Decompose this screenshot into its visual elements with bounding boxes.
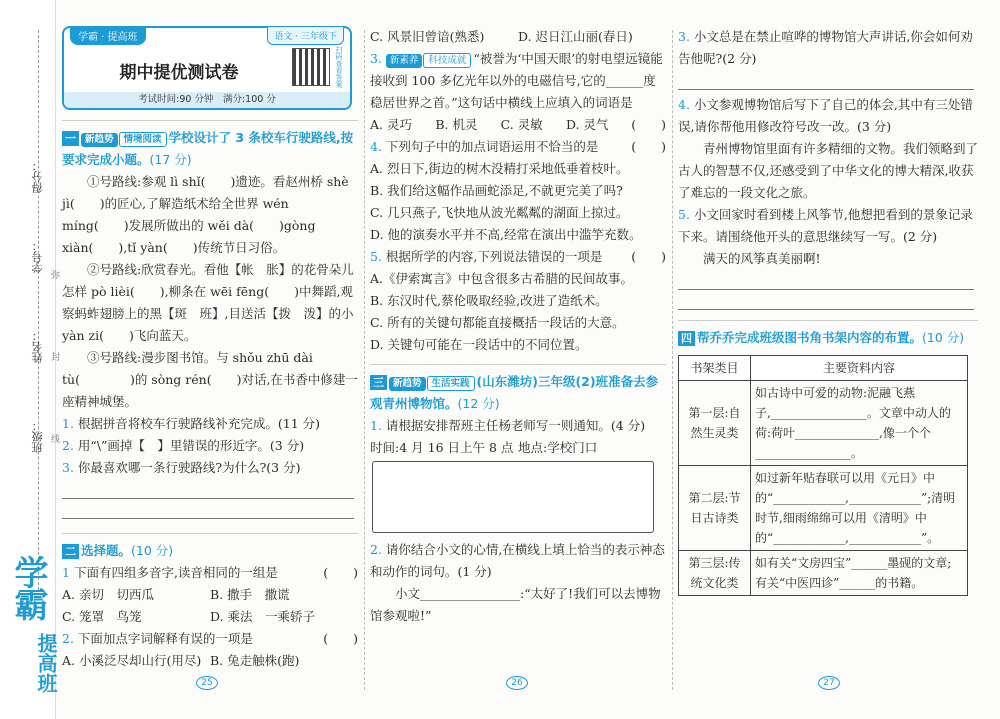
qr-label: 扫码查看答案 [335, 46, 343, 88]
table-cell-category: 第一层:自然生灵类 [679, 381, 751, 466]
option[interactable]: B. 兔走触株(跑) [210, 653, 300, 668]
option[interactable]: D. 乘法 一乘轿子 [210, 609, 316, 624]
page-title: 期中提优测试卷 [119, 63, 239, 83]
brand-logo: 学霸 提高班 [8, 555, 58, 693]
question-2-5: 5. 根据所学的内容,下列说法错误的一项是 ( ) [370, 249, 666, 264]
seal-mark: 弥 [49, 270, 59, 279]
option[interactable]: D. 他的演奏水平并不高,经常在演出中滥竽充数。 [370, 227, 642, 242]
option[interactable]: D. 关键句可能在一段话中的不同位置。 [370, 337, 588, 352]
question-2-4: 4. 下列句子中的加点词语运用不恰当的是 ( ) [370, 139, 666, 154]
exam-meta: 考试时间:90 分钟 满分:100 分 [64, 92, 350, 108]
question-2-3: 3. 新素养 科技成就 “被誉为‘中国天眼’的射电望远镜能接收到 100 多亿光年以外的电磁信号,它的______度稳居世界之首。”这句话中横线上应填入的词语是 ( ) [370, 51, 666, 132]
table-cell-content[interactable]: 如有关“文房四宝”______墨砚的文章;有关“中医四诊”______的书籍。 [751, 551, 968, 596]
notice-info [370, 437, 666, 459]
q2-1-options [62, 584, 358, 606]
section-3-title: 三 新趋势 生活实践 (山东潍坊)三年级(2)班准备去参观青州博物馆。(12 分) [370, 374, 659, 411]
table-cell-content[interactable]: 如过新年贴春联可以用《元日》中的“____________,____________”;清明时节,细雨绵绵可以用《清明》中的“____________,____________”。 [751, 466, 968, 551]
option[interactable]: B. 东汉时代,蔡伦吸取经验,改进了造纸术。 [370, 293, 608, 308]
option[interactable]: B. 机灵 [435, 117, 478, 132]
section-2 [62, 533, 358, 672]
binding-strip [0, 0, 59, 719]
q2-2-options [62, 650, 358, 672]
exam-header [62, 26, 352, 110]
route-3-text: ③号路线:漫步图书馆。与 shǒu zhū dài tù( )的 sòng rén( )对话,在书香中修建一座精神城堡。 [62, 350, 358, 409]
answer-line[interactable] [62, 479, 354, 499]
table-row [679, 381, 968, 466]
table-row [679, 551, 968, 596]
column-3 [678, 26, 978, 596]
option[interactable]: C. 风景旧曾谙(熟悉) [370, 29, 485, 44]
option[interactable]: D. 灵气 [565, 117, 609, 132]
table-header-row [679, 356, 968, 381]
option[interactable]: B. 我们给这幅作品画蛇添足,不就更完美了吗? [370, 183, 623, 198]
route-2-text: ②号路线:欣赏春光。看他【帐 胀】的花骨朵儿怎样 pò lièi( ),柳条在 wēi fēng( )中舞蹈,观察蚂蚱翅膀上的黑【斑 班】,目送活【拨 泼】的小 yàn zi( )飞向蓝天。 [62, 262, 354, 343]
section-4 [678, 320, 978, 596]
option[interactable]: C. 所有的关键句都能直接概括一段话的大意。 [370, 315, 625, 330]
column-divider [364, 30, 365, 690]
section-2-title: 二 选择题。(10 分) [62, 540, 358, 562]
notice-answer-box[interactable] [372, 461, 654, 533]
page-number: 26 [506, 676, 528, 690]
column-2 [370, 26, 666, 627]
notice-place: 地点:学校门口 [518, 440, 598, 455]
question-1-3: 3. 你最喜欢哪一条行驶路线?为什么?(3 分) [62, 460, 301, 475]
answer-line[interactable] [678, 290, 974, 310]
option[interactable]: A. 灵巧 [370, 117, 412, 132]
notice-time: 时间:4 月 16 日上午 8 点 [370, 440, 514, 455]
table-header: 主要资料内容 [751, 356, 968, 381]
option[interactable]: A. 小溪泛尽却山行(用尽) [62, 653, 202, 668]
option[interactable]: D. 迟日江山丽(春日) [518, 29, 633, 44]
question-3-2: 2. 请你结合小文的心情,在横线上填上恰当的表示神态和动作的词句。(1 分) [370, 542, 665, 579]
name-label: 姓名： [31, 330, 44, 363]
q2-2-options-rest [370, 26, 666, 48]
question-3-5: 5. 小文回家时看到楼上风筝节,他想把看到的景象记录下来。请围绕他开头的意思继续写一写。(2 分) [678, 207, 973, 244]
option[interactable]: B. 撒手 撒谎 [210, 587, 290, 602]
q2-1-options [62, 606, 358, 628]
option[interactable]: A.《伊索寓言》中包含很多古希腊的民间故事。 [370, 271, 634, 286]
seal-mark: 线 [49, 434, 59, 443]
grade-badge: 语文 · 三年级下 [267, 26, 344, 45]
answer-line[interactable] [62, 499, 354, 519]
seal-mark: 封 [49, 352, 59, 361]
option[interactable]: C. 几只燕子,飞快地从波光粼粼的湖面上掠过。 [370, 205, 629, 220]
column-divider [672, 30, 673, 690]
bookshelf-table [678, 355, 968, 596]
class-label: 班级： [31, 420, 44, 453]
section-1 [62, 120, 358, 519]
page-number: 25 [196, 676, 218, 690]
question-3-3: 3. 小文总是在禁止喧哗的博物馆大声讲话,你会如何劝告他呢?(2 分) [678, 29, 973, 66]
question-1-1: 1. 根据拼音将校车行驶路线补充完成。(11 分) [62, 416, 321, 431]
section-4-title: 四 帮乔乔完成班级图书角书架内容的布置。(10 分) [678, 327, 978, 349]
question-3-4-text: 青州博物馆里面有许多精细的文物。我们领略到了古人的智慧不仅,还感受到了中华文化的博大精深,收获了难忘的一段文化之旅。 [678, 141, 979, 200]
column-1 [62, 26, 358, 672]
answer-line[interactable] [678, 270, 974, 290]
option[interactable]: A. 烈日下,街边的树木没精打采地低垂着枝叶。 [370, 161, 629, 176]
student-id-label: 学号： [31, 240, 44, 273]
table-row [679, 466, 968, 551]
table-cell-category: 第二层:节日古诗类 [679, 466, 751, 551]
question-1-2: 2. 用“\”画掉【 】里错误的形近字。(3 分) [62, 438, 305, 453]
question-3-1: 1. 请根据安排帮班主任杨老师写一则通知。(4 分) [370, 418, 646, 433]
qr-code-icon [292, 48, 330, 86]
section-1-title: 一 新趋势 情境阅读 学校设计了 3 条校车行驶路线,按要求完成小题。(17 分) [62, 130, 354, 167]
table-cell-content[interactable]: 如古诗中可爱的动物:泥融飞燕子,________________。文章中动人的荷:荷叶______________,像一个个________________。 [751, 381, 968, 466]
section-3 [370, 364, 666, 627]
answer-line[interactable] [678, 70, 974, 90]
brand-badge: 学霸 · 提高班 [70, 26, 146, 45]
question-3-5-start: 满天的风筝真美丽啊! [703, 251, 821, 266]
table-header: 书架类目 [679, 356, 751, 381]
option[interactable]: C. 笼罩 鸟笼 [62, 609, 142, 624]
option[interactable]: C. 灵敏 [500, 117, 543, 132]
table-cell-category: 第三层:传统文化类 [679, 551, 751, 596]
seal-line [38, 30, 39, 590]
question-2-1: 1 下面有四组多音字,读音相同的一组是 ( ) [62, 565, 358, 580]
question-3-2-line[interactable]: 小文________________:“太好了!我们可以去博物馆参观啦!” [370, 586, 661, 623]
page-number: 27 [818, 676, 840, 690]
score-label: 得分： [31, 160, 44, 193]
option[interactable]: A. 亲切 切西瓜 [62, 587, 154, 602]
q2-3-options [370, 114, 631, 136]
route-1-text: ①号路线:参观 lì shǐ( )遗迹。看赵州桥 shè jì( )的匠心,了解造纸术给全世界 wén míng( )发展所做出的 wěi dà( )gòng xiàn( ),tǐ yàn( )传统节日习俗。 [62, 174, 349, 255]
question-2-2: 2. 下面加点字词解释有误的一项是 ( ) [62, 631, 358, 646]
question-3-4: 4. 小文参观博物馆后写下了自己的体会,其中有三处错误,请你帮他用修改符号改一改。(3 分) [678, 97, 973, 134]
